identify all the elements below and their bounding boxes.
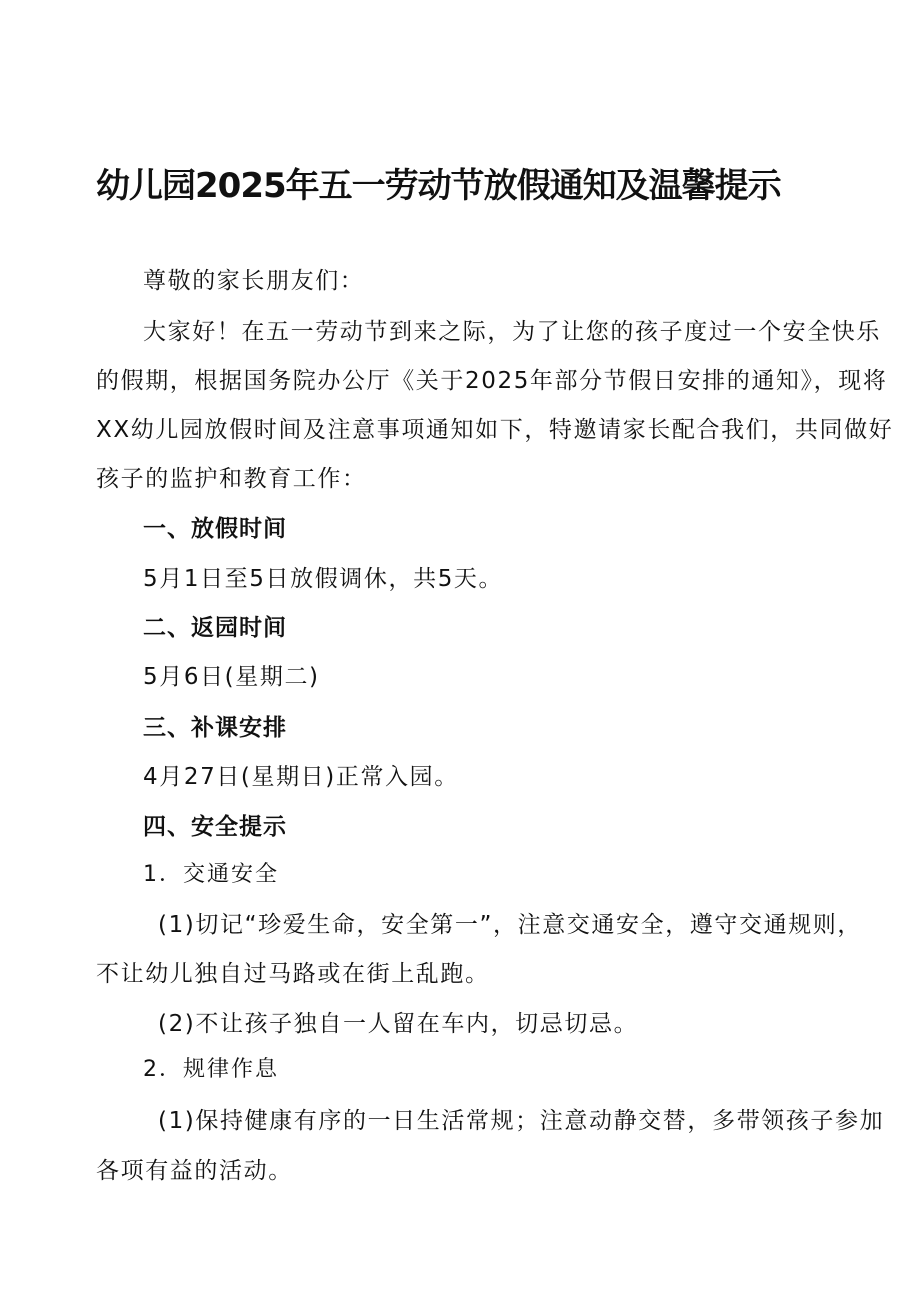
intro-line-2: 的假期，根据国务院办公厅《关于2025年部分节假日安排的通知》，现将 bbox=[96, 368, 888, 394]
section-heading-safety: 四、安全提示 bbox=[143, 814, 287, 840]
intro-line-3: XX幼儿园放假时间及注意事项通知如下，特邀请家长配合我们，共同做好 bbox=[96, 417, 894, 443]
routine-item-1-line-1: (1)保持健康有序的一日生活常规；注意动静交替，多带领孩子参加 bbox=[158, 1108, 885, 1134]
section-heading-makeup: 三、补课安排 bbox=[143, 715, 287, 741]
routine-item-1-line-2: 各项有益的活动。 bbox=[96, 1158, 293, 1184]
intro-line-1: 大家好！在五一劳动节到来之际，为了让您的孩子度过一个安全快乐 bbox=[143, 319, 881, 345]
greeting: 尊敬的家长朋友们： bbox=[143, 268, 365, 294]
page-title: 幼儿园2025年五一劳动节放假通知及温馨提示 bbox=[96, 166, 781, 206]
section-text-return: 5月6日(星期二) bbox=[143, 664, 320, 690]
safety-subtitle-traffic: 1．交通安全 bbox=[143, 862, 279, 887]
section-text-makeup: 4月27日(星期日)正常入园。 bbox=[143, 764, 459, 790]
section-text-holiday: 5月1日至5日放假调休，共5天。 bbox=[143, 566, 504, 592]
section-heading-return: 二、返园时间 bbox=[143, 615, 287, 641]
section-heading-holiday: 一、放假时间 bbox=[143, 516, 287, 542]
safety-subtitle-routine: 2．规律作息 bbox=[143, 1057, 279, 1082]
traffic-item-1-line-1: (1)切记“珍爱生命，安全第一”，注意交通安全，遵守交通规则， bbox=[158, 912, 863, 938]
intro-line-4: 孩子的监护和教育工作： bbox=[96, 466, 367, 492]
traffic-item-1-line-2: 不让幼儿独自过马路或在街上乱跑。 bbox=[96, 961, 490, 987]
traffic-item-2: (2)不让孩子独自一人留在车内，切忌切忌。 bbox=[158, 1011, 639, 1037]
